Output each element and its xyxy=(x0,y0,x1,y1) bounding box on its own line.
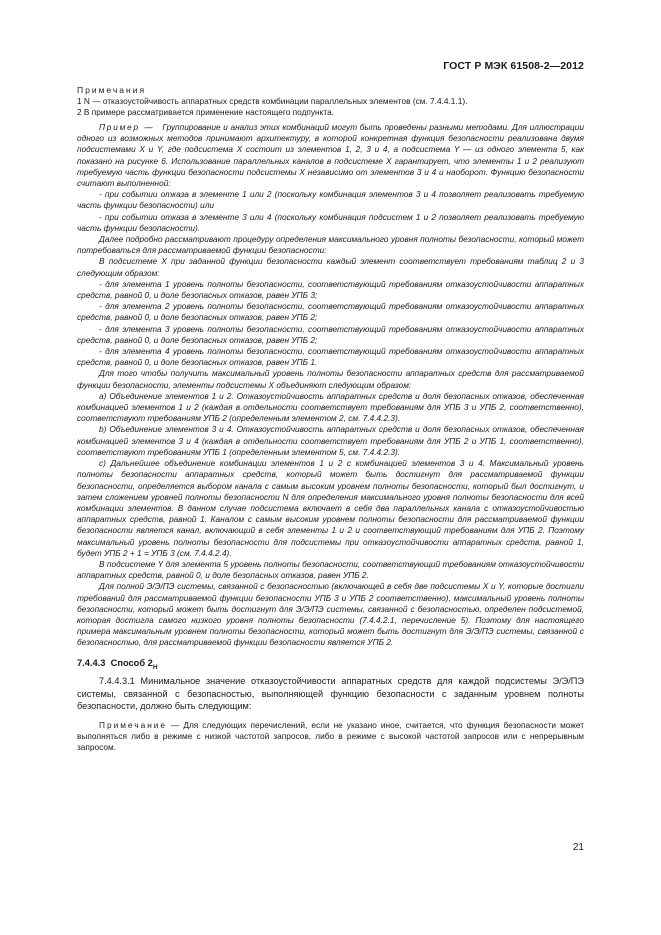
example-element-2: - для элемента 2 уровень полноты безопасности, соответствующий требованиям отказоустойчивости аппаратных средств, равной 0, и доле безопасных отказов, равен УПБ 2; xyxy=(77,301,584,323)
page-number: 21 xyxy=(572,842,584,853)
note-2: 2 В примере рассматривается применение настоящего подпункта. xyxy=(77,107,334,117)
example-subsystem-x: В подсистеме X при заданной функции безопасности каждый элемент соответствует требованиям таблиц 2 и 3 следующим образом: xyxy=(77,256,584,278)
example-intro-text: Группирование и анализ этих комбинаций могут быть проведены разными методами. Для иллюстрации одного из возможных методов принимают архитектуру, в которой конкретная функция безопасности реализована двумя подсистемами X и Y, где подсистема X состоит из элементов 1, 2, 3 и 4, а подсистема Y — из одного элемента 5, как показано на рисунке 6. Использование параллельных каналов в подсистеме X гарантирует, что элементы 1 и 2 реализуют требуемую часть функции безопасности подсистемы X независимо от элементов 3 и 4 и наоборот. Функцию безопасности считают выполненной: xyxy=(77,122,584,189)
example-item-b: b) Объединение элементов 3 и 4. Отказоустойчивость аппаратных средств и доля безопасных отказов, обеспеченная комбинацией элементов 3 и 4 (каждая в отдельности соответствует требованиям для УПБ 2 и УПБ 1, соответственно), соответствуют требованиям УПБ 1 (определенным элементом 5, см. 7.4.4.2.3). xyxy=(77,424,584,457)
document-header: ГОСТ Р МЭК 61508-2—2012 xyxy=(443,60,584,72)
page-content xyxy=(77,85,584,753)
section-subscript: H xyxy=(152,663,158,671)
example-item-a: а) Объединение элементов 1 и 2. Отказоустойчивость аппаратных средств и доля безопасных отказов, обеспеченная комбинацией элементов 1 и 2 (каждая в отдельности соответствует требованиям для УПБ 3 и УПБ 2, соответственно), соответствуют требованиям УПБ 2 (определенным элементом 2, см. 7.4.4.2.3). xyxy=(77,390,584,424)
example-element-1: - для элемента 1 уровень полноты безопасности, соответствующий требованиям отказоустойчивости аппаратных средств, равной 0, и доле безопасных отказов, равен УПБ 3; xyxy=(77,278,584,301)
section-title: Способ 2 xyxy=(110,657,153,668)
example-intro xyxy=(77,122,584,189)
paragraph-7-4-4-3-1: 7.4.4.3.1 Минимальное значение отказоустойчивости аппаратных средств для каждой подсистемы Э/Э/ПЭ системы, связанной с безопасностью, выполняющей функцию безопасности с заданным уровнем полноты безопасности, должно быть следующим: xyxy=(77,676,584,711)
section-heading xyxy=(77,657,584,674)
notes-heading: Примечания xyxy=(77,85,147,95)
example-condition-1: - при событии отказа в элементе 1 или 2 (поскольку комбинация элементов 3 и 4 позволяет реализовать требуемую часть функции безопасности) или xyxy=(77,189,584,211)
example-combine: Для того чтобы получить максимальный уровень полноты безопасности аппаратных средств для рассматриваемой функции безопасности, элементы подсистемы X объединяют следующим образом: xyxy=(77,368,584,390)
final-note-text: — Для следующих перечислений, если не указано иное, считается, что функция безопасности может выполняться либо в режиме с низкой частотой запросов, либо в режиме с высокой частотой запросов или с непрерывным запросом. xyxy=(77,720,584,753)
example-condition-2: - при событии отказа в элементе 3 или 4 (поскольку комбинация подсистем 1 и 2 позволяет реализовать требуемую часть функции безопасности). xyxy=(77,211,584,233)
section-number: 7.4.4.3 xyxy=(77,657,106,668)
example-lead: Пример — xyxy=(99,122,155,132)
example-element-4: - для элемента 4 уровень полноты безопасности, соответствующий требованиям отказоустойчивости аппаратных средств, равной 0, и доле безопасных отказов, равен УПБ 1. xyxy=(77,346,584,368)
note-1: 1 N — отказоустойчивость аппаратных средств комбинации параллельных элементов (см. 7.4.4.1.1). xyxy=(77,96,468,106)
example-element-3: - для элемента 3 уровень полноты безопасности, соответствующий требованиям отказоустойчивости аппаратных средств, равной 0, и доле безопасных отказов, равен УПБ 2; xyxy=(77,323,584,345)
example-full-system: Для полной Э/Э/ПЭ системы, связанной с безопасностью (включающей в себя две подсистемы X и Y, которые достигли требований для рассматриваемой функции безопасности УПБ 3 и УПБ 2 соответственно), максимальный уровень полноты безопасности, который может быть достигнут для Э/Э/ПЭ системы, связанной с безопасностью, определен подсистемой, которая достигла самого низкого уровня полноты безопасности (7.4.4.2.1, перечисление 5). Поэтому для настоящего примера максимальным уровнем полноты безопасности, который может быть достигнут для Э/Э/ПЭ системы, связанной с безопасностью, для рассматриваемой функции безопасности является УПБ 2. xyxy=(77,581,584,648)
example-subsystem-y: В подсистеме Y для элемента 5 уровень полноты безопасности, соответствующий требованиям отказоустойчивости аппаратных средств, равной 0, и доле безопасных отказов, равен УПБ 2. xyxy=(77,558,584,581)
final-note xyxy=(77,720,584,753)
example-block xyxy=(77,122,584,649)
final-note-label: Примечание xyxy=(99,720,168,731)
example-further: Далее подробно рассматривают процедуру определения максимального уровня полноты безопасности, который может потребоваться для рассматриваемой функции безопасности: xyxy=(77,234,584,256)
example-item-c: с) Дальнейшее объединение комбинации элементов 1 и 2 с комбинацией элементов 3 и 4. Максимальный уровень полноты безопасности аппаратных средств, который может быть достигнут для рассматриваемой функции безопасности, определяется выбором канала с самым высоким уровнем полноты безопасности, который был достигнут, и затем сложением уровней полноты безопасности N для определения максимального уровня полноты безопасности для всей комбинации элементов. В данном случае подсистема включает в себя два параллельных канала с отказоустойчивостью аппаратных средств, равной 1. Каналом с самым высоким уровнем полноты безопасности для рассматриваемой функции безопасности является канал, включающий в себя элементы 1 и 2 и соответствующий требованиям для УПБ 2. Поэтому максимальный уровень полноты безопасности для подсистемы при отказоустойчивости аппаратных средств, равной 1, будет УПБ 2 + 1 = УПБ 3 (см. 7.4.4.2.4). xyxy=(77,458,584,558)
